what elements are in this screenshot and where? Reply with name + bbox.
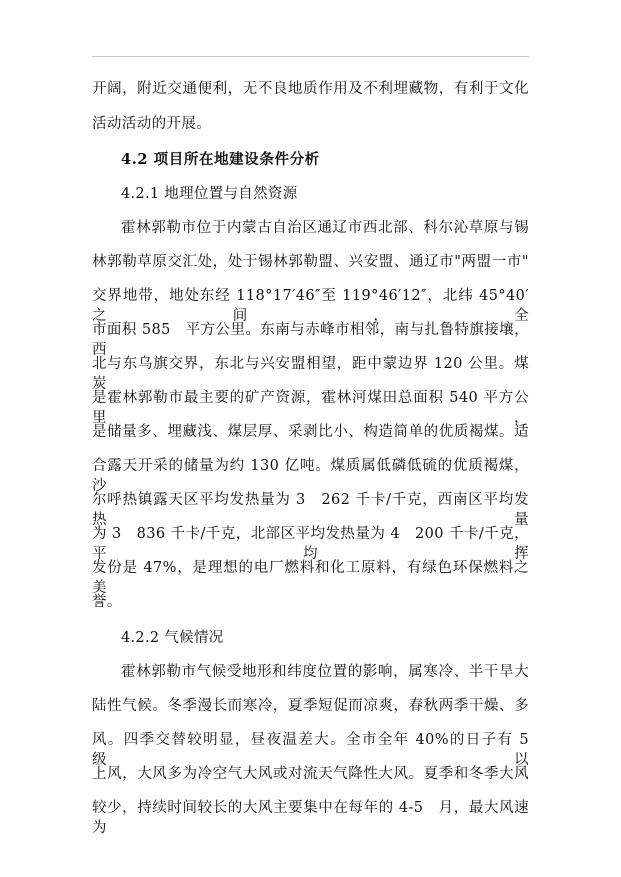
- paragraph-line-2: 活动活动的开展。: [92, 116, 212, 132]
- paragraph-line-8: 是霍林郭勒市最主要的矿产资源，霍林河煤田总面积 540 平方公里，: [92, 390, 529, 426]
- paragraph-line-13: 发份是 47%，是理想的电厂燃料和化工原料，有绿色环保燃料之美: [92, 560, 529, 596]
- subsection-heading-4-2-1: 4.2.1 地理位置与自然资源: [121, 186, 298, 202]
- paragraph-line-9: 是储量多、埋藏浅、煤层厚、采剥比小、构造简单的优质褐煤。适: [92, 424, 529, 440]
- paragraph-line-6: 市面积 585 平方公里。东南与赤峰市相邻，南与扎鲁特旗接壤，西: [92, 322, 529, 358]
- header-rule: [92, 56, 529, 57]
- paragraph-line-16: 陆性气候。冬季漫长而寒冷，夏季短促而凉爽，春秋两季干燥、多: [92, 698, 529, 714]
- paragraph-line-1: 开阔，附近交通便利，无不良地质作用及不利埋藏物，有利于文化: [92, 81, 529, 97]
- paragraph-line-15: 霍林郭勒市气候受地形和纬度位置的影响，属寒冷、半干旱大: [121, 664, 529, 680]
- paragraph-line-4: 林郭勒草原交汇处，处于锡林郭勒盟、兴安盟、通辽市"两盟一市": [92, 254, 529, 270]
- paragraph-line-10: 合露天开采的储量为约 130 亿吨。煤质属低磷低硫的优质褐煤，沙: [92, 458, 529, 494]
- paragraph-line-19: 较少，持续时间较长的大风主要集中在每年的 4-5 月，最大风速为: [92, 800, 529, 836]
- paragraph-line-11: 尔呼热镇露天区平均发热量为 3 262 千卡/千克，西南区平均发热量: [92, 492, 529, 528]
- paragraph-line-12: 为 3 836 千卡/千克，北部区平均发热量为 4 200 千卡/千克，平均挥: [92, 526, 529, 562]
- subsection-heading-4-2-2: 4.2.2 气候情况: [121, 630, 224, 646]
- paragraph-line-5: 交界地带，地处东经 118°17′46″至 119°46′12″，北纬 45°40′之间，全: [92, 288, 529, 324]
- paragraph-line-18: 上风，大风多为冷空气大风或对流天气降性大风。夏季和冬季大风: [92, 766, 529, 782]
- paragraph-line-14: 誉。: [92, 594, 122, 610]
- section-heading-4-2: 4.2 项目所在地建设条件分析: [121, 151, 320, 168]
- paragraph-line-17: 风。四季交替较明显，昼夜温差大。全市全年 40%的日子有 5 级以: [92, 732, 544, 768]
- paragraph-line-3: 霍林郭勒市位于内蒙古自治区通辽市西北部、科尔沁草原与锡: [121, 220, 529, 236]
- paragraph-line-7: 北与东乌旗交界，东北与兴安盟相望，距中蒙边界 120 公里。煤炭: [92, 356, 529, 392]
